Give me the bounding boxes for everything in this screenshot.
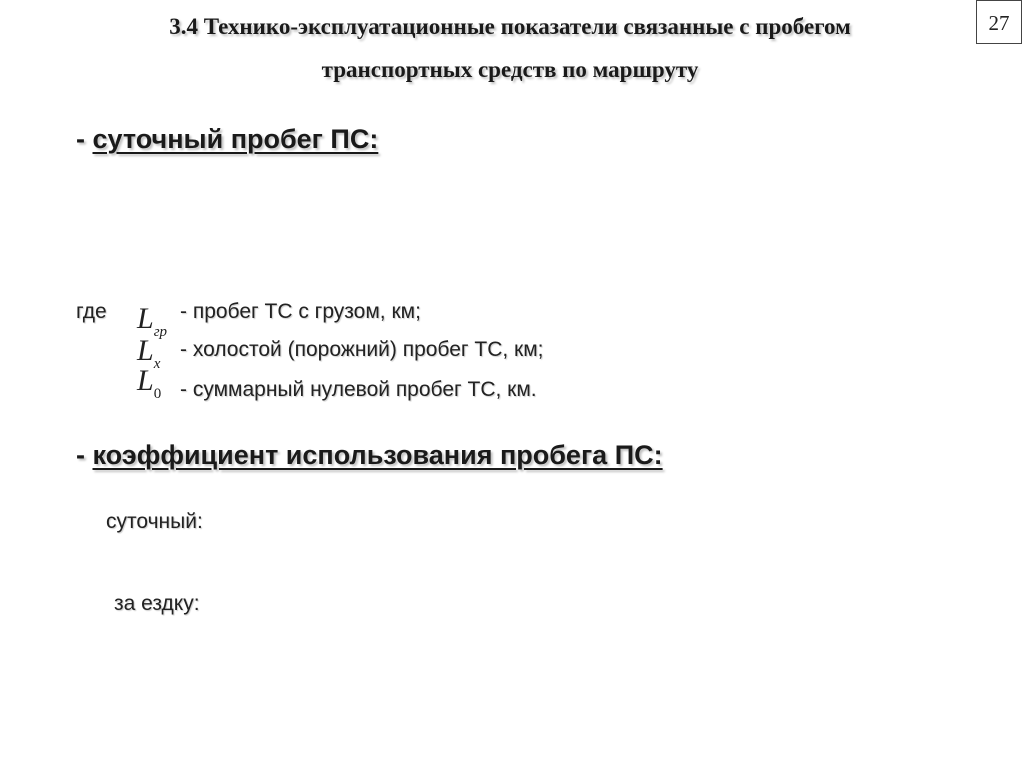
per-trip-label: за ездку: bbox=[114, 592, 200, 615]
daily-label: суточный: bbox=[106, 510, 203, 533]
symbol-l-idle: $L_x$ bbox=[137, 334, 161, 372]
heading-dash: - bbox=[76, 124, 93, 154]
definition-loaded-mileage: - пробег ТС с грузом, км; bbox=[180, 300, 421, 323]
section-heading-daily-mileage bbox=[76, 124, 378, 155]
page-title-line-2: транспортных средств по маршруту bbox=[321, 57, 699, 82]
definition-idle-mileage: - холостой (порожний) пробег ТС, км; bbox=[180, 338, 544, 361]
page-title-line-1: 3.4 Технико-эксплуатационные показатели связанные с пробегом bbox=[169, 14, 851, 39]
where-label: где bbox=[76, 300, 107, 323]
definition-zero-mileage: - суммарный нулевой пробег ТС, км. bbox=[180, 378, 537, 401]
symbol-l-loaded: $L_{гр}$ bbox=[137, 302, 168, 340]
section-heading-utilization-coefficient bbox=[76, 440, 663, 471]
heading-dash: - bbox=[76, 440, 93, 470]
heading-text: коэффициент использования пробега ПС: bbox=[92, 440, 663, 470]
heading-text: суточный пробег ПС: bbox=[92, 124, 379, 154]
symbol-l-zero: $L_0$ bbox=[137, 364, 162, 402]
page-number: 27 bbox=[976, 0, 1022, 44]
